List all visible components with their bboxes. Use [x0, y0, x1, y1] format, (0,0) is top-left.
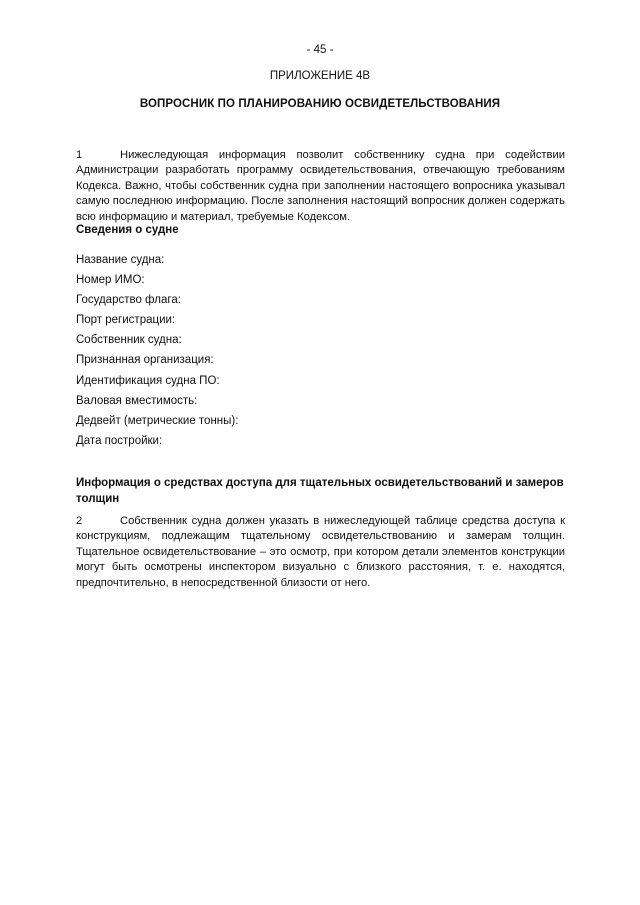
field-label-port-of-registry: Порт регистрации: — [76, 314, 176, 327]
appendix-label: ПРИЛОЖЕНИЕ 4В — [269, 70, 371, 82]
paragraph-1 — [76, 148, 565, 225]
field-label-ro-ship-id: Идентификация судна ПО: — [76, 374, 220, 387]
field-label-vessel-name: Название судна: — [76, 254, 165, 266]
section-heading-access-info: Информация о средствах доступа для тщательных освидетельствований и замеров толщин — [76, 477, 564, 505]
field-label-owner: Собственник судна: — [76, 334, 182, 347]
field-label-date-of-build: Дата постройки: — [76, 434, 163, 447]
vessel-fields-list — [76, 253, 556, 454]
field-label-recognized-organization: Признанная организация: — [76, 354, 214, 367]
paragraph-2 — [76, 514, 565, 591]
document-title: ВОПРОСНИК ПО ПЛАНИРОВАНИЮ ОСВИДЕТЕЛЬСТВОВАНИЯ — [139, 98, 501, 110]
paragraph-text: Нижеследующая информация позволит собственнику судна при содействии Администрации разработать программу освидетельствования, отвечающую требованиям Кодекса. Важно, чтобы собственник судна при заполнении настоящего вопросника указывал самую последнюю информацию. После заполнения настоящий вопросник должен содержать всю информацию и материал, требуемые Кодексом. — [76, 149, 565, 223]
field-label-deadweight: Дедвейт (метрические тонны): — [76, 414, 239, 427]
field-label-imo-number: Номер ИМО: — [76, 274, 145, 287]
paragraph-text: Собственник судна должен указать в нижеследующей таблице средства доступа к конструкциям, подлежащим тщательному освидетельствованию и замерам толщин. Тщательное освидетельствование – это осмотр, при котором детали элементов конструкции могут быть осмотрены инспектором визуально с близкого расстояния, т. е. находятся, предпочтительно, в непосредственной близости от него. — [76, 515, 565, 589]
page-number: - 45 - — [306, 44, 334, 56]
field-label-gross-tonnage: Валовая вместимость: — [76, 394, 198, 407]
section-heading-vessel-info: Сведения о судне — [76, 224, 179, 236]
paragraph-number: 2 — [76, 515, 83, 527]
paragraph-number: 1 — [76, 149, 83, 161]
field-label-flag-state: Государство флага: — [76, 294, 181, 307]
